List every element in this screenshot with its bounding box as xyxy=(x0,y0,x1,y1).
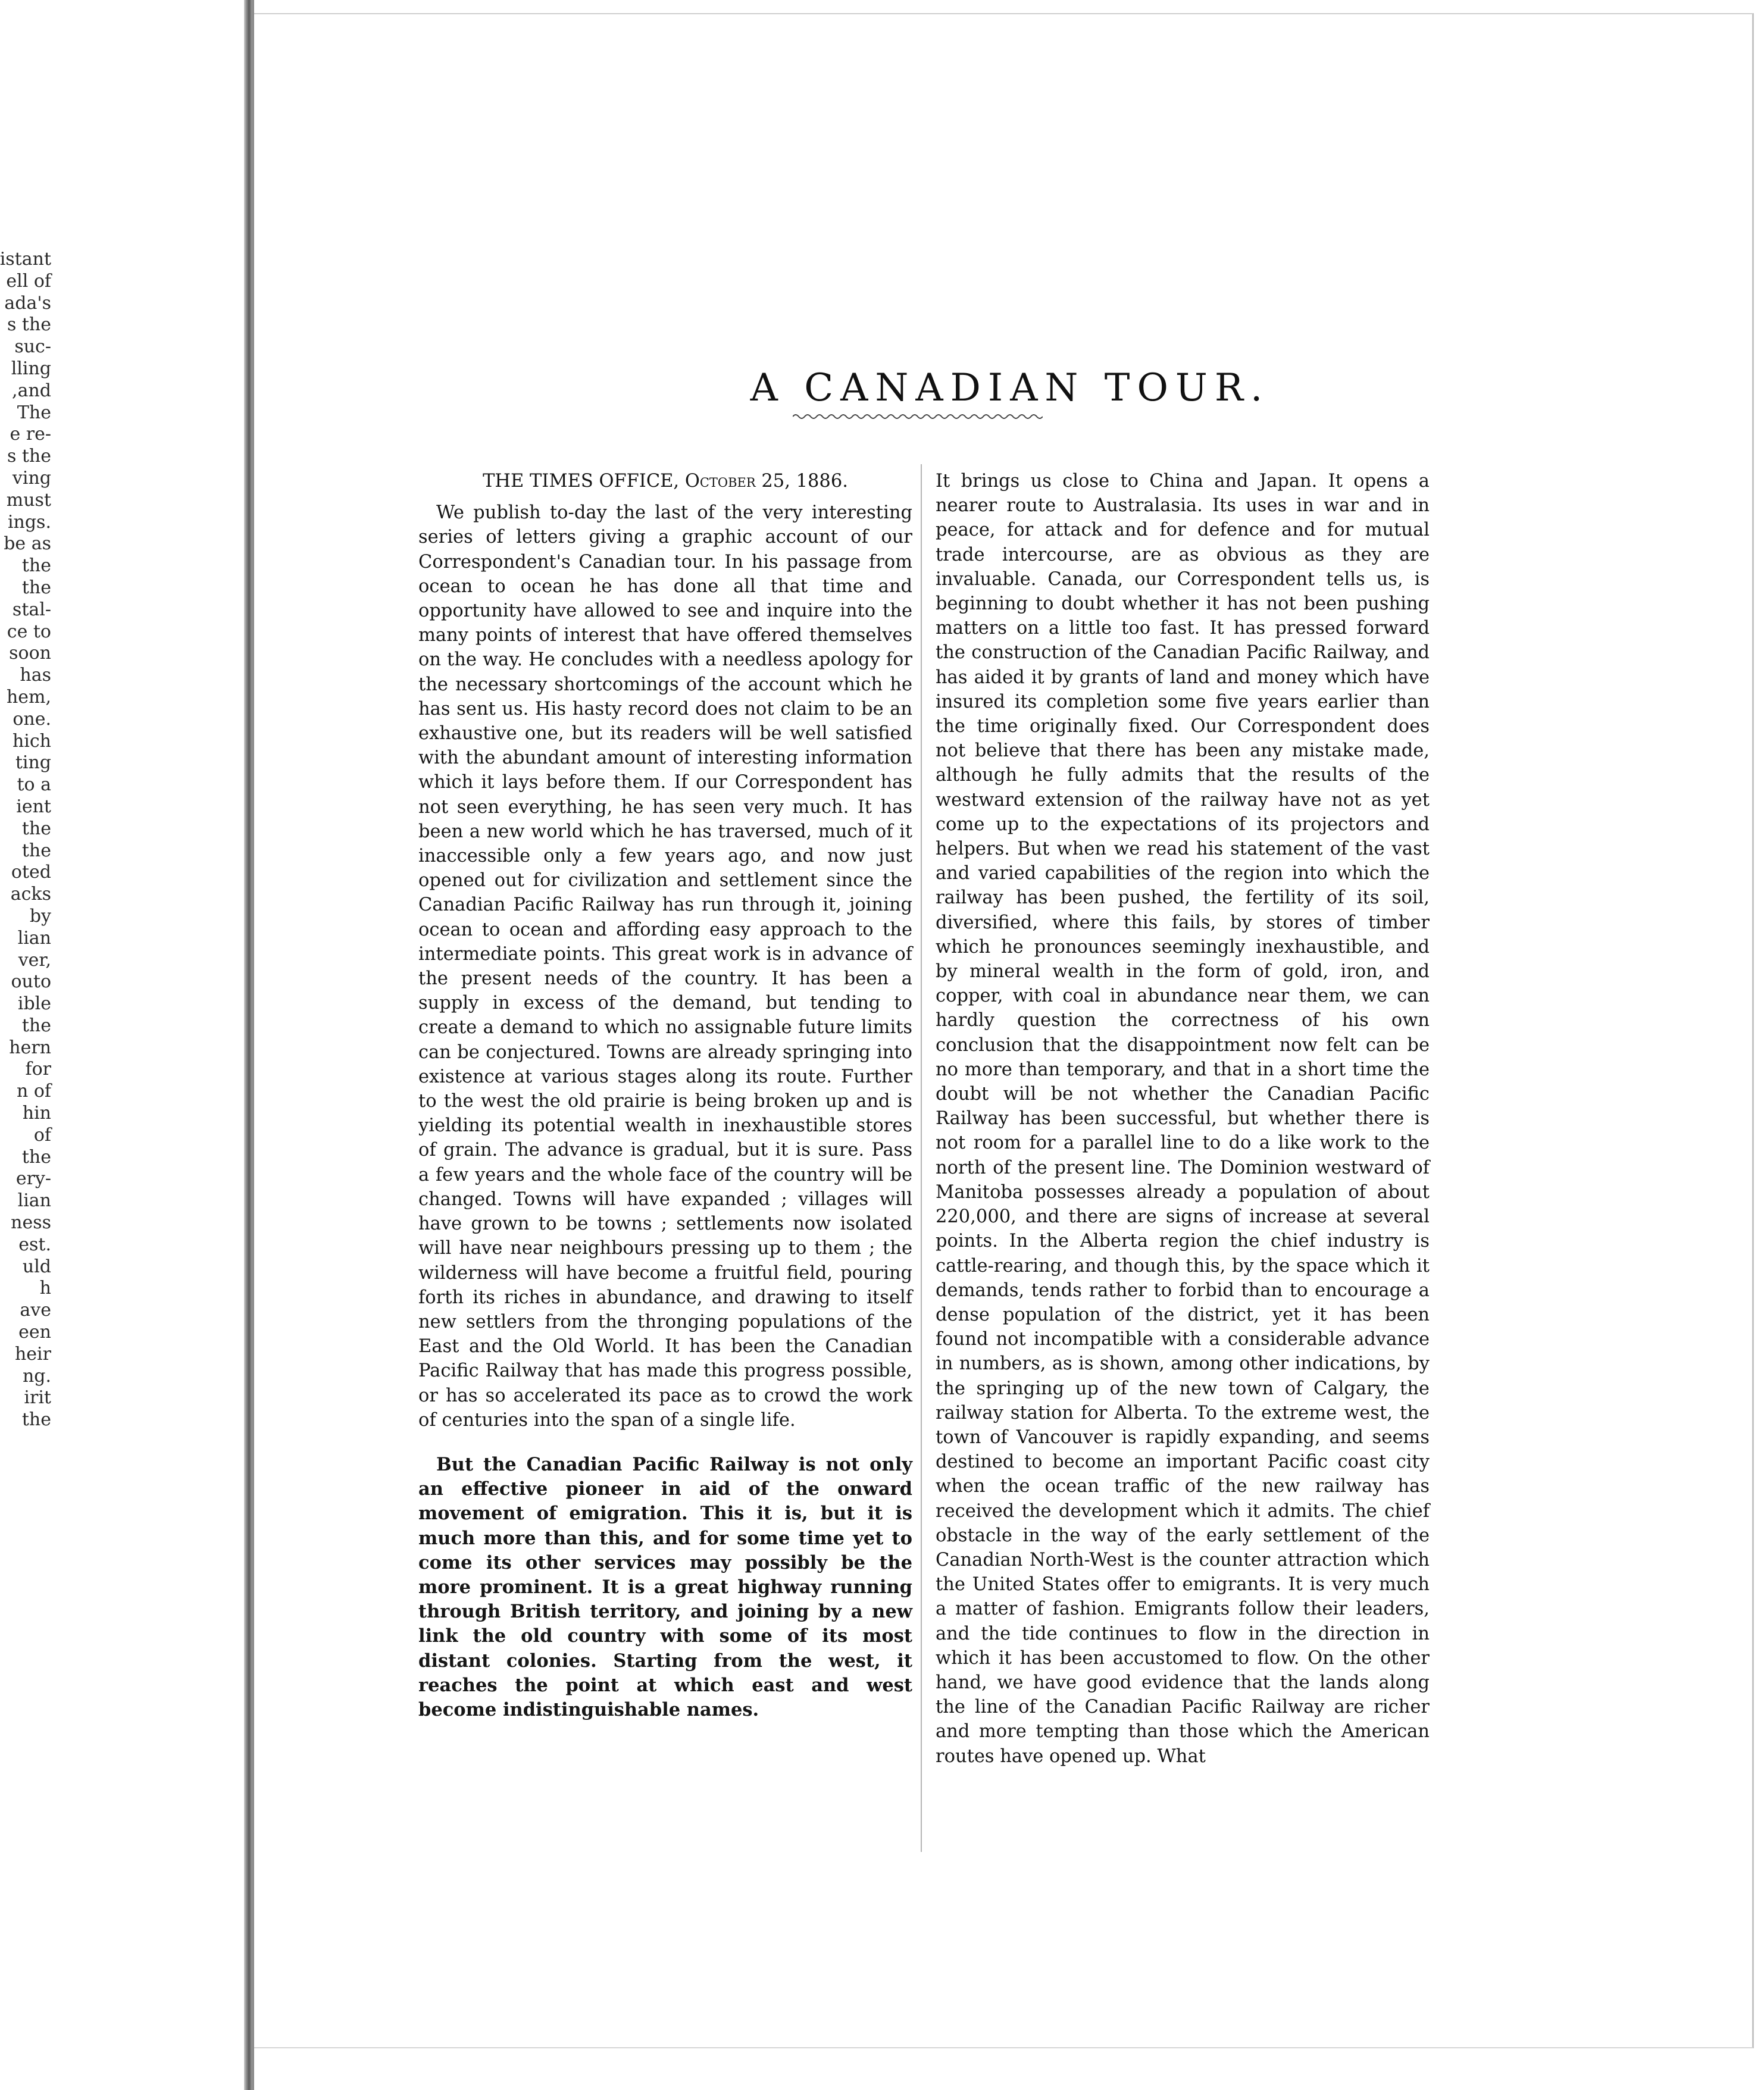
facing-page-line: suc- xyxy=(14,336,51,358)
facing-page-line: the xyxy=(21,1015,51,1036)
dateline-office: THE TIMES OFFICE, xyxy=(483,471,680,492)
facing-page-line: lian xyxy=(17,927,51,949)
facing-page-line: the xyxy=(21,818,51,839)
facing-page-strip xyxy=(0,0,244,2090)
facing-page-line: hich xyxy=(12,730,51,752)
dateline xyxy=(418,469,912,493)
facing-page-line: ng. xyxy=(22,1365,51,1387)
facing-page-line: the xyxy=(21,555,51,577)
article-title: A CANADIAN TOUR. xyxy=(750,365,1270,410)
facing-page-line: lian xyxy=(17,1190,51,1212)
facing-page-line: be as xyxy=(4,533,51,555)
facing-page-line: ings. xyxy=(7,511,51,533)
facing-page-line: to a xyxy=(17,774,51,796)
facing-page-line: istant xyxy=(0,249,51,270)
facing-page-line: one. xyxy=(12,708,51,730)
dateline-month: October xyxy=(684,471,756,492)
facing-page-line: the xyxy=(21,840,51,861)
facing-page-line: ery- xyxy=(15,1168,51,1190)
facing-page-line: irit xyxy=(24,1387,51,1409)
facing-page-line: soon xyxy=(9,643,51,664)
facing-page-line: acks xyxy=(10,884,51,905)
facing-page-line: ell of xyxy=(6,270,51,292)
facing-page-line: ,and xyxy=(12,380,51,401)
facing-page-line: must xyxy=(6,489,51,511)
paragraph-2: But the Canadian Pacific Railway is not only an effective pioneer in aid of the onward movement of emigration. This it is, but it is much more than this, and for some time yet to come its other services may possibly be the more prominent. It is a great highway running through British territory, and joining by a new link the old country with some of its most distant colonies. Starting from the west, it reaches the point at which east and west become indistinguishable names. xyxy=(418,1453,912,1720)
facing-page-line: h xyxy=(39,1278,51,1299)
facing-page-line: ver, xyxy=(18,949,51,971)
facing-page-line: heir xyxy=(14,1343,51,1365)
facing-page-line: e re- xyxy=(10,424,51,445)
facing-page-line: by xyxy=(29,905,51,927)
facing-page-line: n of xyxy=(16,1081,51,1102)
facing-page-line: stal- xyxy=(12,599,51,620)
article-page xyxy=(252,0,1764,2090)
facing-page-line: ce to xyxy=(7,621,51,642)
column-divider xyxy=(921,464,922,1852)
facing-page-line: ness xyxy=(11,1212,51,1234)
ornamental-rule xyxy=(793,413,1043,420)
facing-page-text xyxy=(0,249,51,1431)
dateline-date: 25, 1886. xyxy=(761,471,848,492)
facing-page-line: for xyxy=(25,1059,51,1080)
facing-page-line: een xyxy=(18,1322,51,1343)
facing-page-line: ible xyxy=(17,993,51,1015)
facing-page-line: s the xyxy=(7,446,51,467)
column-left xyxy=(418,469,912,1722)
book-gutter xyxy=(244,0,252,2090)
paragraph-1: We publish to-day the last of the very interesting series of letters giving a graphic account of our Correspondent's Canadian tour. In his passage from ocean to ocean he has done all that time and opportunity have allowed to see and inquire into the many points of interest that have offered themselves on the way. He concludes with a needless apology for the necessary shortcomings of the account which he has sent us. His hasty record does not claim to be an exhaustive one, but its readers will be well satisfied with the abundant amount of interesting information which it lays before them. If our Correspondent has not seen everything, he has seen very much. It has been a new world which he has traversed, much of it inaccessible only a few years ago, and now just opened out for civilization and settlement since the Canadian Pacific Railway has run through it, joining ocean to ocean and affording easy approach to the intermediate points. This great work is in advance of the present needs of the country. It has been a supply in excess of the demand, but tending to create a demand to which no assignable future limits can be conjectured. Towns are already springing into existence at various stages along its route. Further to the west the old prairie is being broken up and is yielding its potential wealth in inexhaustible stores of grain. The advance is gradual, but it is sure. Pass a few years and the whole face of the country will be changed. Towns will have expanded ; villages will have grown to be towns ; settlements now isolated will have near neighbours pressing up to them ; the wilderness will have become a fruitful field, pouring forth its riches in abundance, and drawing to itself new settlers from the thronging populations of the East and the Old World. It has been the Canadian Pacific Railway that has made this progress possible, or has so accelerated its pace as to crowd the work of centuries into the span of a single life. xyxy=(418,502,912,1431)
paragraph-3: It brings us close to China and Japan. It opens a nearer route to Australasia. Its uses in war and in peace, for attack and for defence and for mutual trade intercourse, are as obvious as they are invaluable. Canada, our Correspondent tells us, is beginning to doubt whether it has not been pushing matters on a little too fast. It has pressed forward the construction of the Canadian Pacific Railway, and has aided it by grants of land and money which have insured its completion some five years earlier than the time originally fixed. Our Correspondent does not believe that there has been any mistake made, although he fully admits that the results of the westward extension of the railway have not as yet come up to the expectations of its projectors and helpers. But when we read his statement of the vast and varied capabilities of the region into which the railway has been pushed, the fertility of its soil, diversified, where this fails, by stores of timber which he pronounces seemingly inexhaustible, and by mineral wealth in the form of gold, iron, and copper, with coal in abundance near them, we can hardly question the correctness of his own conclusion that the disappointment now felt can be no more than temporary, and that in a short time the doubt will be not whether the Canadian Pacific Railway has been successful, but whether there is not room for a parallel line to do a like work to the north of the present line. The Dominion westward of Manitoba possesses already a population of about 220,000, and there are signs of increase at several points. In the Alberta region the chief industry is cattle-rearing, and though this, by the space which it demands, tends rather to forbid than to encourage a dense population of the district, yet it has been found not incompatible with a considerable advance in numbers, as is shown, among other indications, by the springing up of the new town of Calgary, the railway station for Alberta. To the extreme west, the town of Vancouver is rapidly expanding, and seems destined to become an important Pacific coast city when the ocean traffic of the new railway has received the development which it admits. The chief obstacle in the way of the early settlement of the Canadian North-West is the counter attraction which the United States offer to emigrants. It is very much a matter of fashion. Emigrants follow their leaders, and the tide continues to flow in the direction in which it has been accustomed to flow. On the other hand, we have good evidence that the lands along the line of the Canadian Pacific Railway are richer and more tempting than those which the American routes have opened up. What xyxy=(936,471,1430,1767)
facing-page-line: has xyxy=(20,665,51,686)
facing-page-line: of xyxy=(33,1124,51,1146)
facing-page-line: outo xyxy=(11,971,51,993)
facing-page-line: ada's xyxy=(4,292,51,314)
facing-page-line: uld xyxy=(22,1256,51,1277)
facing-page-line: hin xyxy=(22,1103,51,1124)
facing-page-line: oted xyxy=(11,862,51,883)
facing-page-line: ient xyxy=(16,796,51,817)
facing-page-line: ting xyxy=(15,752,51,774)
facing-page-line: lling xyxy=(11,358,51,379)
facing-page-line: ving xyxy=(12,467,51,489)
facing-page-line: the xyxy=(21,1146,51,1168)
facing-page-line: hem, xyxy=(6,686,51,708)
facing-page-line: the xyxy=(21,577,51,598)
facing-page-line: hern xyxy=(9,1037,51,1058)
facing-page-line: ave xyxy=(20,1300,51,1321)
column-right xyxy=(936,469,1430,1769)
facing-page-line: s the xyxy=(7,314,51,336)
facing-page-line: The xyxy=(17,402,51,423)
facing-page-line: est. xyxy=(18,1234,51,1255)
facing-page-line: the xyxy=(21,1409,51,1431)
